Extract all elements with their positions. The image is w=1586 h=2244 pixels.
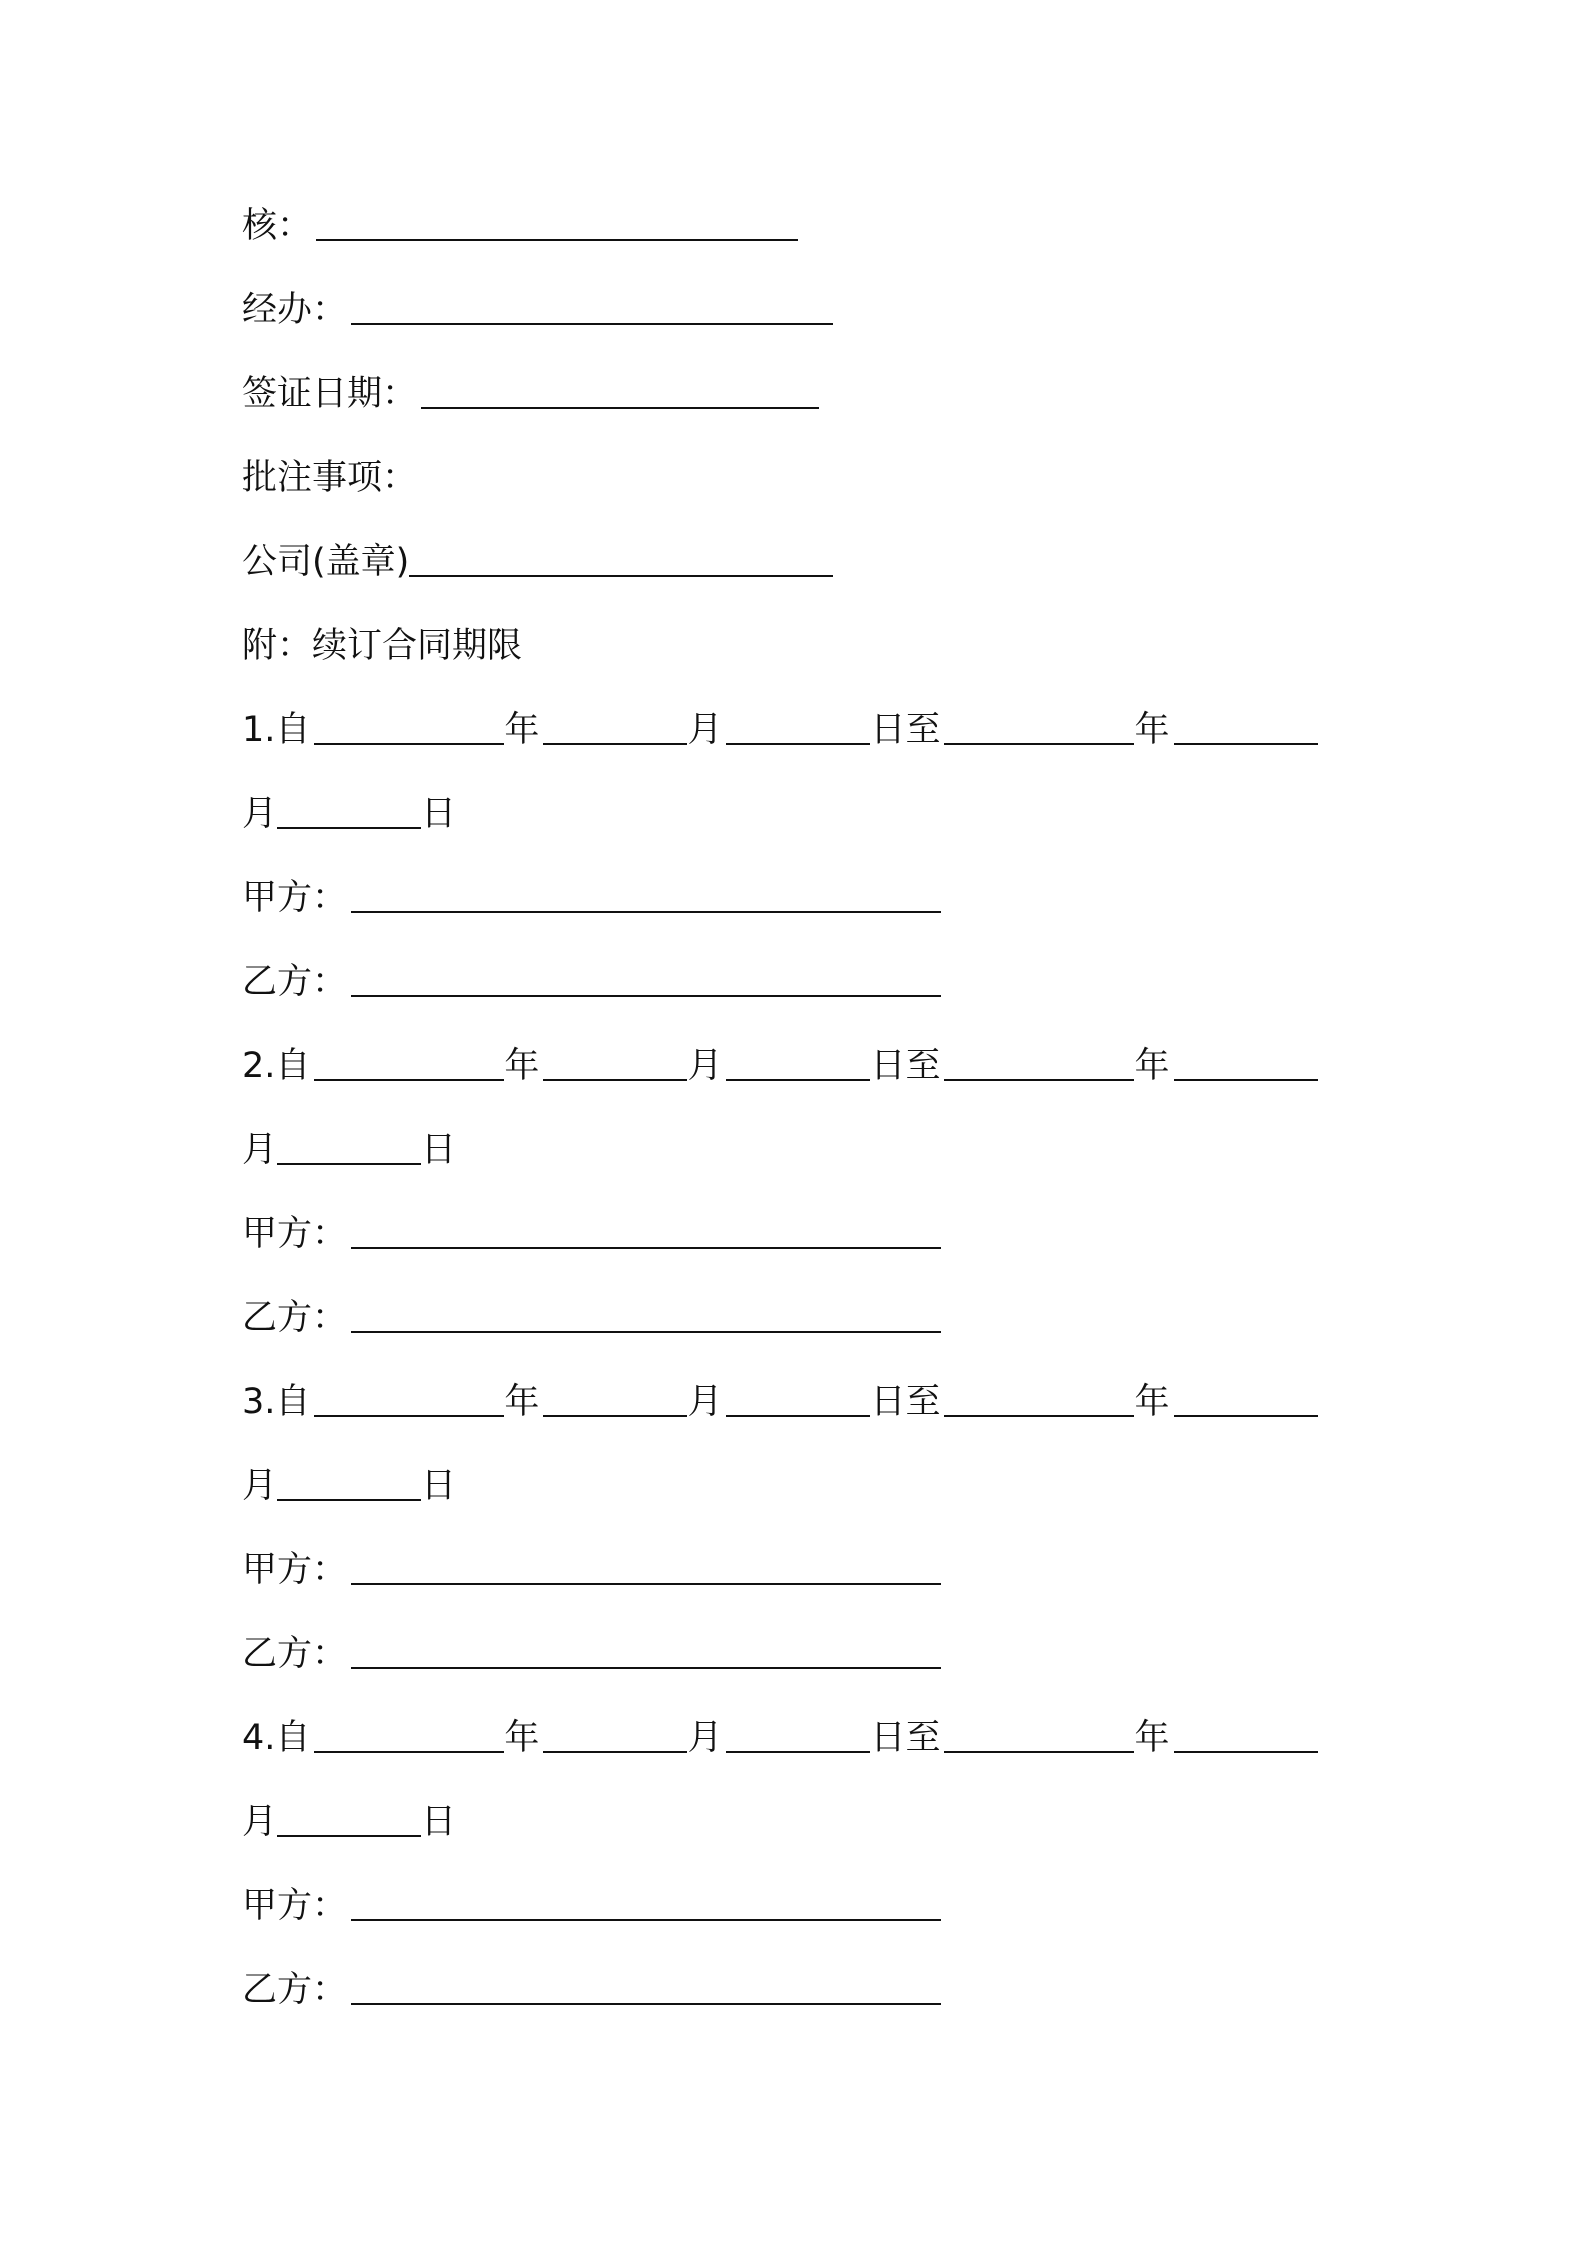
end-year-blank[interactable] bbox=[944, 1385, 1134, 1417]
term-2-dates bbox=[242, 1044, 1318, 1088]
month-label: 月 bbox=[687, 1382, 723, 1422]
handler-blank[interactable] bbox=[351, 293, 833, 325]
visa-date-label: 签证日期： bbox=[242, 374, 418, 414]
from-label: 自 bbox=[275, 710, 311, 750]
end-day-blank[interactable] bbox=[277, 1469, 421, 1501]
end-month-blank[interactable] bbox=[1174, 1049, 1318, 1081]
year-label: 年 bbox=[504, 1718, 540, 1758]
term-number: 1. bbox=[242, 710, 276, 750]
start-month-blank[interactable] bbox=[543, 713, 687, 745]
notes-field bbox=[242, 456, 417, 500]
term-2-party-b bbox=[242, 1296, 941, 1340]
party-a-blank[interactable] bbox=[351, 1217, 941, 1249]
to-label: 至 bbox=[905, 1718, 941, 1758]
party-b-blank[interactable] bbox=[351, 1301, 941, 1333]
to-label: 至 bbox=[905, 710, 941, 750]
party-a-label: 甲方： bbox=[242, 1886, 348, 1926]
end-day-blank[interactable] bbox=[277, 1805, 421, 1837]
party-a-label: 甲方： bbox=[242, 1214, 348, 1254]
party-b-label: 乙方： bbox=[242, 1634, 348, 1674]
term-4-dates-cont bbox=[242, 1800, 456, 1844]
visa-date-field bbox=[242, 372, 819, 416]
to-label: 至 bbox=[905, 1382, 941, 1422]
year-label: 年 bbox=[1134, 1046, 1170, 1086]
end-month-blank[interactable] bbox=[1174, 713, 1318, 745]
from-label: 自 bbox=[275, 1382, 311, 1422]
company-seal-field bbox=[242, 540, 833, 584]
start-day-blank[interactable] bbox=[726, 1721, 870, 1753]
notes-label: 批注事项： bbox=[242, 458, 418, 498]
term-1-dates-cont bbox=[242, 792, 456, 836]
start-day-blank[interactable] bbox=[726, 1385, 870, 1417]
party-b-label: 乙方： bbox=[242, 962, 348, 1002]
party-a-blank[interactable] bbox=[351, 1553, 941, 1585]
day-label: 日 bbox=[870, 1718, 906, 1758]
day-label: 日 bbox=[870, 1046, 906, 1086]
company-seal-label: 公司(盖章) bbox=[242, 542, 410, 582]
term-number: 4. bbox=[242, 1718, 276, 1758]
party-a-label: 甲方： bbox=[242, 1550, 348, 1590]
day-label: 日 bbox=[870, 1382, 906, 1422]
review-label: 核： bbox=[242, 206, 313, 246]
term-number: 2. bbox=[242, 1046, 276, 1086]
term-3-dates-cont bbox=[242, 1464, 456, 1508]
term-2-party-a bbox=[242, 1212, 941, 1256]
end-day-blank[interactable] bbox=[277, 797, 421, 829]
end-month-blank[interactable] bbox=[1174, 1721, 1318, 1753]
month-label: 月 bbox=[687, 1718, 723, 1758]
from-label: 自 bbox=[275, 1046, 311, 1086]
end-year-blank[interactable] bbox=[944, 713, 1134, 745]
year-label: 年 bbox=[1134, 1718, 1170, 1758]
party-a-label: 甲方： bbox=[242, 878, 348, 918]
month-label: 月 bbox=[242, 1130, 278, 1170]
term-4-dates bbox=[242, 1716, 1318, 1760]
day-label: 日 bbox=[421, 1466, 457, 1506]
term-4-party-b bbox=[242, 1968, 941, 2012]
from-label: 自 bbox=[275, 1718, 311, 1758]
term-1-party-a bbox=[242, 876, 941, 920]
term-3-dates bbox=[242, 1380, 1318, 1424]
start-day-blank[interactable] bbox=[726, 713, 870, 745]
start-year-blank[interactable] bbox=[314, 713, 504, 745]
day-label: 日 bbox=[421, 1802, 457, 1842]
year-label: 年 bbox=[504, 1046, 540, 1086]
year-label: 年 bbox=[1134, 710, 1170, 750]
end-year-blank[interactable] bbox=[944, 1049, 1134, 1081]
term-number: 3. bbox=[242, 1382, 276, 1422]
start-month-blank[interactable] bbox=[543, 1049, 687, 1081]
term-2-dates-cont bbox=[242, 1128, 456, 1172]
review-field bbox=[242, 204, 798, 248]
year-label: 年 bbox=[1134, 1382, 1170, 1422]
start-day-blank[interactable] bbox=[726, 1049, 870, 1081]
to-label: 至 bbox=[905, 1046, 941, 1086]
start-year-blank[interactable] bbox=[314, 1049, 504, 1081]
end-month-blank[interactable] bbox=[1174, 1385, 1318, 1417]
appendix-title bbox=[242, 624, 522, 668]
term-1-party-b bbox=[242, 960, 941, 1004]
day-label: 日 bbox=[870, 710, 906, 750]
term-3-party-b bbox=[242, 1632, 941, 1676]
party-a-blank[interactable] bbox=[351, 1889, 941, 1921]
party-b-blank[interactable] bbox=[351, 965, 941, 997]
month-label: 月 bbox=[687, 710, 723, 750]
year-label: 年 bbox=[504, 710, 540, 750]
end-day-blank[interactable] bbox=[277, 1133, 421, 1165]
visa-date-blank[interactable] bbox=[421, 377, 819, 409]
month-label: 月 bbox=[242, 794, 278, 834]
appendix-title-text: 附：续订合同期限 bbox=[242, 626, 523, 666]
term-3-party-a bbox=[242, 1548, 941, 1592]
day-label: 日 bbox=[421, 1130, 457, 1170]
end-year-blank[interactable] bbox=[944, 1721, 1134, 1753]
start-month-blank[interactable] bbox=[543, 1385, 687, 1417]
start-year-blank[interactable] bbox=[314, 1721, 504, 1753]
party-b-label: 乙方： bbox=[242, 1970, 348, 2010]
party-b-blank[interactable] bbox=[351, 1973, 941, 2005]
month-label: 月 bbox=[242, 1466, 278, 1506]
handler-label: 经办： bbox=[242, 290, 348, 330]
start-year-blank[interactable] bbox=[314, 1385, 504, 1417]
party-b-blank[interactable] bbox=[351, 1637, 941, 1669]
start-month-blank[interactable] bbox=[543, 1721, 687, 1753]
term-4-party-a bbox=[242, 1884, 941, 1928]
company-seal-blank[interactable] bbox=[409, 545, 833, 577]
party-b-label: 乙方： bbox=[242, 1298, 348, 1338]
party-a-blank[interactable] bbox=[351, 881, 941, 913]
day-label: 日 bbox=[421, 794, 457, 834]
year-label: 年 bbox=[504, 1382, 540, 1422]
month-label: 月 bbox=[242, 1802, 278, 1842]
review-blank[interactable] bbox=[316, 209, 798, 241]
term-1-dates bbox=[242, 708, 1318, 752]
handler-field bbox=[242, 288, 833, 332]
month-label: 月 bbox=[687, 1046, 723, 1086]
